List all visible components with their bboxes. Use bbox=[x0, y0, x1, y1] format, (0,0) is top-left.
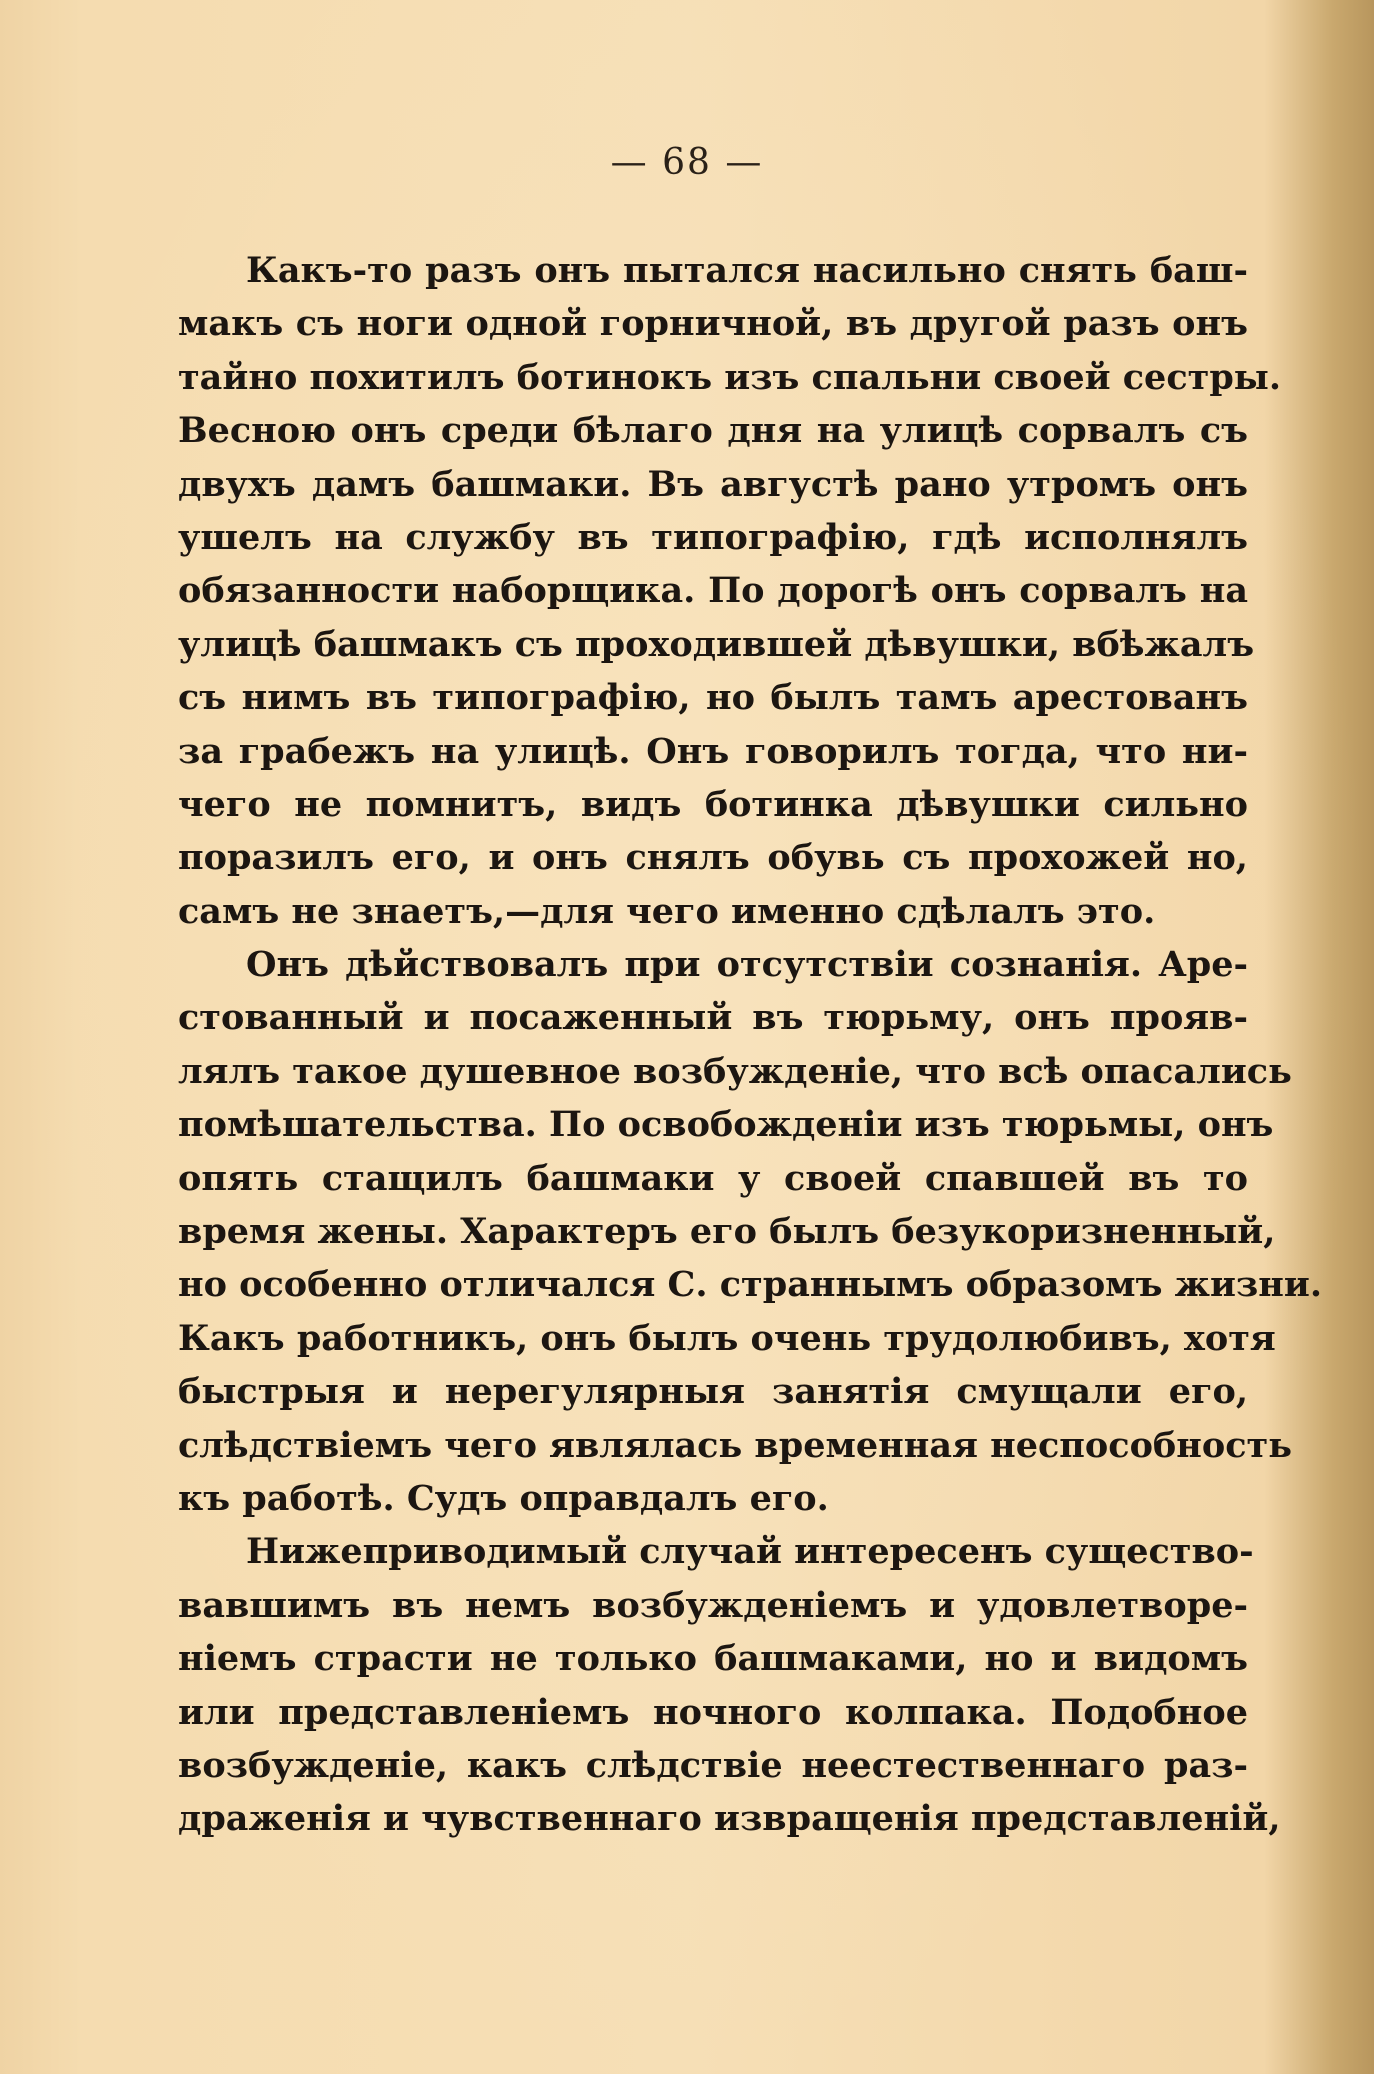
text-line: или представленіемъ ночного колпака. Подобное bbox=[178, 1691, 1248, 1733]
text-line: обязанности наборщика. По дорогѣ онъ сорвалъ на bbox=[178, 570, 1248, 612]
text-line: съ нимъ въ типографію, но былъ тамъ арестованъ bbox=[178, 677, 1248, 719]
text-line: время жены. Характеръ его былъ безукоризненный, bbox=[178, 1211, 1276, 1253]
body-text bbox=[178, 244, 1323, 1846]
text-line: за грабежъ на улицѣ. Онъ говорилъ тогда, что ни- bbox=[178, 730, 1248, 772]
text-line: слѣдствіемъ чего являлась временная неспособность bbox=[178, 1424, 1292, 1466]
text-line: Нижеприводимый случай интересенъ существо- bbox=[246, 1531, 1254, 1573]
text-line: чего не помнитъ, видъ ботинка дѣвушки сильно bbox=[178, 783, 1248, 825]
text-line: быстрыя и нерегулярныя занятія смущали его, bbox=[178, 1371, 1248, 1413]
text-line: опять стащилъ башмаки у своей спавшей въ то bbox=[178, 1157, 1248, 1199]
text-line: ушелъ на службу въ типографію, гдѣ исполнялъ bbox=[178, 516, 1248, 558]
text-line: двухъ дамъ башмаки. Въ августѣ рано утромъ онъ bbox=[178, 463, 1248, 505]
text-line: Онъ дѣйствовалъ при отсутствіи сознанія. Аре- bbox=[246, 944, 1248, 986]
text-line: вавшимъ въ немъ возбужденіемъ и удовлетворе- bbox=[178, 1584, 1248, 1626]
text-line: поразилъ его, и онъ снялъ обувь съ прохожей но, bbox=[178, 837, 1248, 879]
page-number: — 68 — bbox=[610, 142, 764, 183]
text-line: самъ не знаетъ,—для чего именно сдѣлалъ это. bbox=[178, 890, 1156, 932]
text-line: стованный и посаженный въ тюрьму, онъ прояв- bbox=[178, 997, 1248, 1039]
text-line: къ работѣ. Судъ оправдалъ его. bbox=[178, 1477, 829, 1519]
text-line: улицѣ башмакъ съ проходившей дѣвушки, вбѣжалъ bbox=[178, 623, 1255, 665]
text-line: драженія и чувственнаго извращенія представленій, bbox=[178, 1798, 1281, 1840]
text-line: Какъ работникъ, онъ былъ очень трудолюбивъ, хотя bbox=[178, 1317, 1276, 1359]
text-line: помѣшательства. По освобожденіи изъ тюрьмы, онъ bbox=[178, 1104, 1274, 1146]
text-line: макъ съ ноги одной горничной, въ другой разъ онъ bbox=[178, 303, 1248, 345]
text-line: ніемъ страсти не только башмаками, но и видомъ bbox=[178, 1638, 1248, 1680]
text-line: тайно похитилъ ботинокъ изъ спальни своей сестры. bbox=[178, 356, 1282, 398]
text-line: Весною онъ среди бѣлаго дня на улицѣ сорвалъ съ bbox=[178, 410, 1248, 452]
text-line: лялъ такое душевное возбужденіе, что всѣ опасались bbox=[178, 1050, 1292, 1092]
text-line: но особенно отличался С. страннымъ образомъ жизни. bbox=[178, 1264, 1323, 1306]
text-line: Какъ-то разъ онъ пытался насильно снять баш- bbox=[246, 250, 1248, 291]
text-line: возбужденіе, какъ слѣдствіе неестественнаго раз- bbox=[178, 1744, 1248, 1786]
